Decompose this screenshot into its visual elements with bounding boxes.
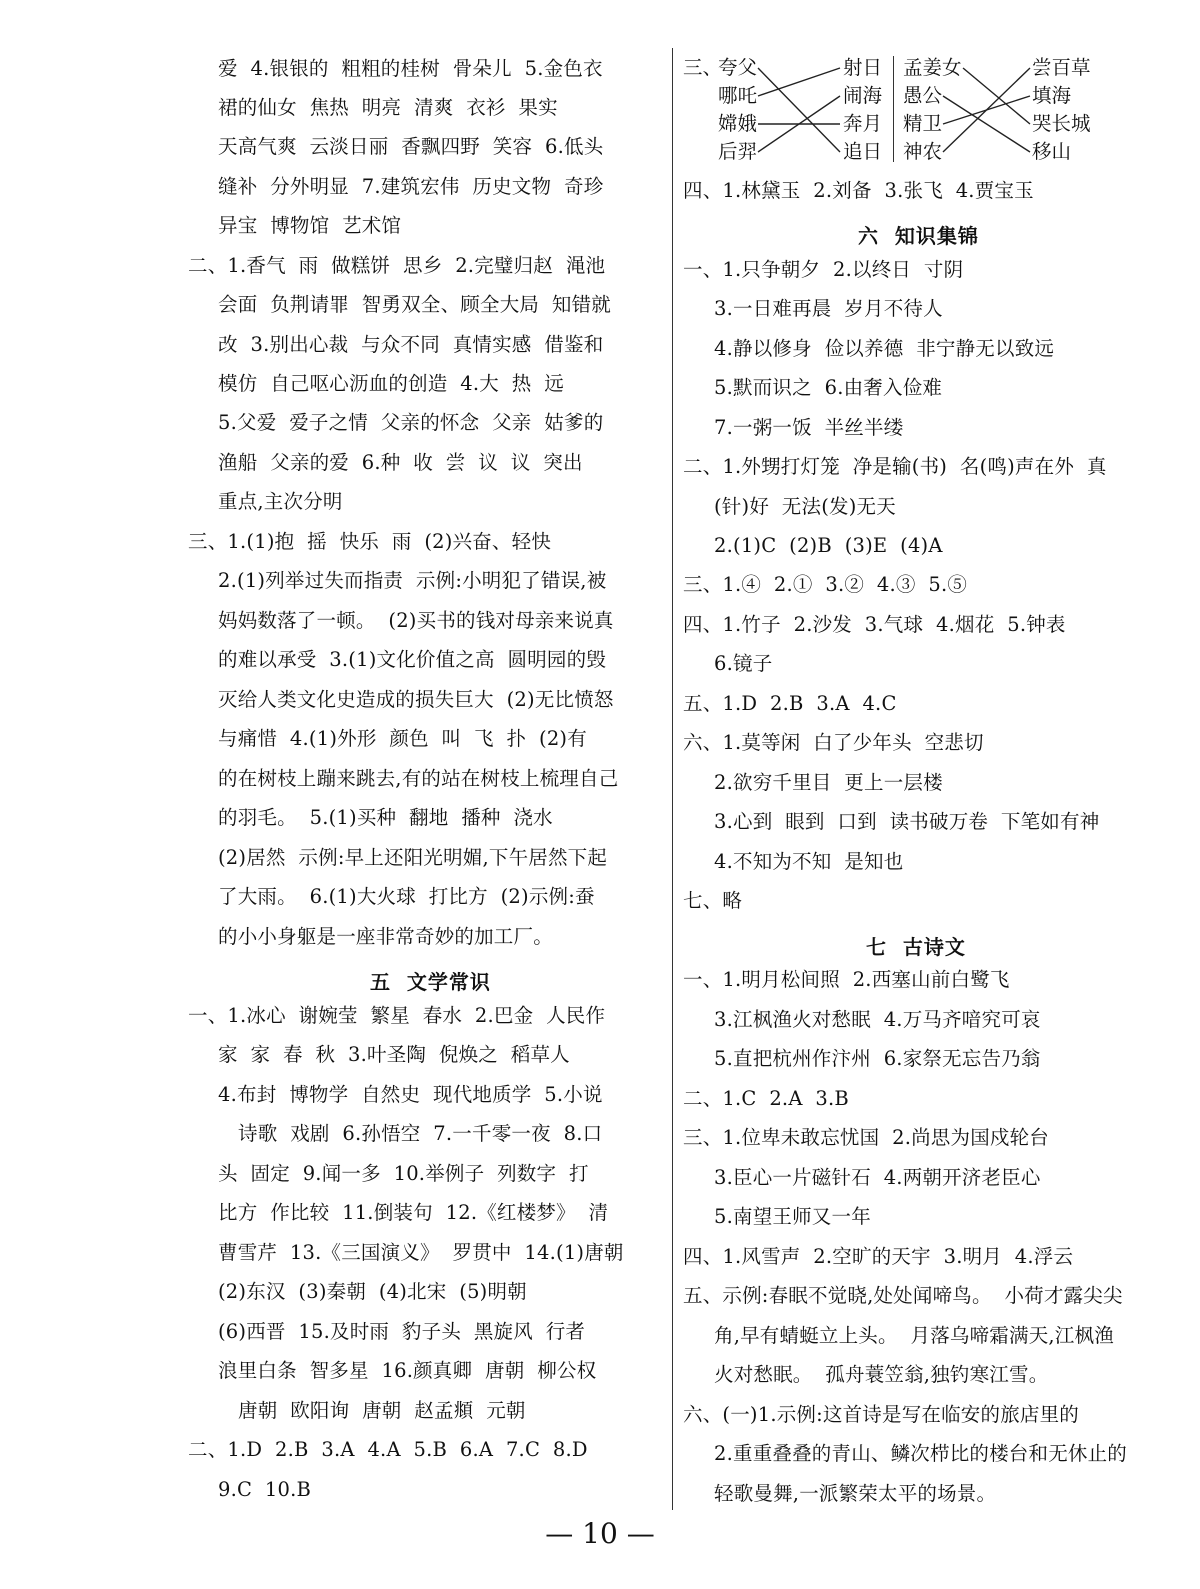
match-item-left: 精卫: [903, 112, 943, 135]
match-item-right: 奔月: [843, 112, 883, 135]
text-line: 缝补 分外明显 7.建筑宏伟 历史文物 奇珍: [218, 175, 604, 198]
text-line: 火对愁眠。 孤舟蓑笠翁,独钓寒江雪。: [714, 1363, 1049, 1386]
text-line: 4.布封 博物学 自然史 现代地质学 5.小说: [218, 1083, 603, 1106]
text-line: 与痛惜 4.(1)外形 颜色 叫 飞 扑 (2)有: [218, 727, 587, 750]
text-line: (针)好 无法(发)无天: [714, 495, 896, 518]
text-line: 轻歌曼舞,一派繁荣太平的场景。: [714, 1482, 997, 1505]
text-line: (2)居然 示例:早上还阳光明媚,下午居然下起: [218, 846, 608, 869]
text-line: 的羽毛。 5.(1)买种 翻地 播种 浇水: [218, 806, 553, 829]
text-line: 4.不知为不知 是知也: [714, 850, 904, 873]
match-item-right: 闹海: [843, 84, 883, 107]
connector-line: [758, 68, 840, 152]
text-line: 9.C 10.B: [218, 1478, 312, 1501]
text-line: 四、1.风雪声 2.空旷的天宇 3.明月 4.浮云: [683, 1245, 1074, 1268]
text-line: 重点,主次分明: [218, 490, 343, 513]
match-item-left: 愚公: [903, 84, 943, 107]
text-line: 6.镜子: [714, 652, 773, 675]
text-line: 5.南望王师又一年: [714, 1205, 871, 1228]
text-line: 3.心到 眼到 口到 读书破万卷 下笔如有神: [714, 810, 1100, 833]
match-item-right: 填海: [1032, 84, 1072, 107]
text-line: 模仿 自己呕心沥血的创造 4.大 热 远: [218, 372, 564, 395]
text-line: 二、1.D 2.B 3.A 4.A 5.B 6.A 7.C 8.D: [188, 1438, 588, 1461]
section-heading: 五 文学常识: [370, 970, 491, 994]
text-line: 二、1.外甥打灯笼 净是输(书) 名(鸣)声在外 真: [683, 455, 1107, 478]
match-item-left: 夸父: [718, 56, 758, 79]
section-heading: 七 古诗文: [866, 935, 966, 959]
match-item-right: 尝百草: [1032, 56, 1091, 79]
text-line: 的难以承受 3.(1)文化价值之高 圆明园的毁: [218, 648, 607, 671]
match-item-right: 哭长城: [1032, 112, 1091, 135]
matching-connectors: [0, 0, 1200, 200]
text-line: 渔船 父亲的爱 6.种 收 尝 议 议 突出: [218, 451, 583, 474]
text-line: 三、1.④ 2.① 3.② 4.③ 5.⑤: [683, 573, 968, 596]
match-item-left: 孟姜女: [903, 56, 962, 79]
text-line: (6)西晋 15.及时雨 豹子头 黑旋风 行者: [218, 1320, 586, 1343]
text-line: 5.默而识之 6.由奢入俭难: [714, 376, 943, 399]
text-line: 唐朝 欧阳询 唐朝 赵孟頫 元朝: [238, 1399, 526, 1422]
text-line: 2.重重叠叠的青山、鳞次栉比的楼台和无休止的: [714, 1442, 1128, 1465]
text-line: 诗歌 戏剧 6.孙悟空 7.一千零一夜 8.口: [238, 1122, 603, 1145]
text-line: 一、1.冰心 谢婉莹 繁星 春水 2.巴金 人民作: [188, 1004, 606, 1027]
text-line: 妈妈数落了一顿。 (2)买书的钱对母亲来说真: [218, 609, 614, 632]
text-line: 5.直把杭州作汴州 6.家祭无忘告乃翁: [714, 1047, 1041, 1070]
text-line: 四、1.竹子 2.沙发 3.气球 4.烟花 5.钟表: [683, 613, 1066, 636]
text-line: 3.臣心一片磁针石 4.两朝开济老臣心: [714, 1166, 1041, 1189]
text-line: 浪里白条 智多星 16.颜真卿 唐朝 柳公权: [218, 1359, 597, 1382]
connector-line: [943, 96, 1030, 152]
match-item-left: 神农: [903, 140, 943, 163]
match-item-left: 后羿: [718, 140, 758, 163]
text-line: 爱 4.银银的 粗粗的桂树 骨朵儿 5.金色衣: [218, 57, 603, 80]
column-divider: [672, 48, 673, 1510]
match-item-right: 移山: [1032, 140, 1072, 163]
text-line: 家 家 春 秋 3.叶圣陶 倪焕之 稻草人: [218, 1043, 570, 1066]
text-line: 5.父爱 爱子之情 父亲的怀念 父亲 姑爹的: [218, 411, 604, 434]
text-line: 角,早有蜻蜓立上头。 月落乌啼霜满天,江枫渔: [714, 1324, 1114, 1347]
text-line: 比方 作比较 11.倒装句 12.《红楼梦》 清: [218, 1201, 609, 1224]
text-line: 一、1.只争朝夕 2.以终日 寸阴: [683, 258, 964, 281]
text-line: 三、1.(1)抱 摇 快乐 雨 (2)兴奋、轻快: [188, 530, 552, 553]
connector-line: [758, 68, 840, 96]
text-line: 灭给人类文化史造成的损失巨大 (2)无比愤怒: [218, 688, 614, 711]
match-item-left: 哪吒: [718, 84, 758, 107]
text-line: 改 3.别出心裁 与众不同 真情实感 借鉴和: [218, 333, 604, 356]
text-line: 一、1.明月松间照 2.西塞山前白鹭飞: [683, 968, 1010, 991]
text-line: 五、示例:春眠不觉晓,处处闻啼鸟。 小荷才露尖尖: [683, 1284, 1123, 1307]
text-line: 3.一日难再晨 岁月不待人: [714, 297, 943, 320]
text-line: 7.一粥一饭 半丝半缕: [714, 416, 904, 439]
text-line: 3.江枫渔火对愁眠 4.万马齐喑究可哀: [714, 1008, 1041, 1031]
text-line: 裙的仙女 焦热 明亮 清爽 衣衫 果实: [218, 96, 558, 119]
connector-line: [943, 68, 1030, 152]
match-item-left: 嫦娥: [718, 112, 758, 135]
text-line: 4.静以修身 俭以养德 非宁静无以致远: [714, 337, 1055, 360]
text-line: 二、1.香气 雨 做糕饼 思乡 2.完璧归赵 渑池: [188, 254, 606, 277]
match-item-right: 射日: [843, 56, 883, 79]
text-line: 2.(1)列举过失而指责 示例:小明犯了错误,被: [218, 569, 607, 592]
text-line: 了大雨。 6.(1)大火球 打比方 (2)示例:蚕: [218, 885, 595, 908]
text-line: 七、略: [683, 889, 743, 912]
matching-label: 三、: [683, 56, 723, 79]
text-line: 六、(一)1.示例:这首诗是写在临安的旅店里的: [683, 1403, 1079, 1426]
text-line: 头 固定 9.闻一多 10.举例子 列数字 打: [218, 1162, 589, 1185]
text-line: 五、1.D 2.B 3.A 4.C: [683, 692, 897, 715]
text-line: 异宝 博物馆 艺术馆: [218, 214, 402, 237]
text-line: 的在树枝上蹦来跳去,有的站在树枝上梳理自己: [218, 767, 619, 790]
text-line: (2)东汉 (3)秦朝 (4)北宋 (5)明朝: [218, 1280, 527, 1303]
page-number: — 10 —: [545, 1517, 655, 1550]
text-line: 2.(1)C (2)B (3)E (4)A: [714, 534, 943, 557]
text-line: 曹雪芹 13.《三国演义》 罗贯中 14.(1)唐朝: [218, 1241, 624, 1264]
match-item-right: 追日: [843, 140, 883, 163]
text-line: 六、1.莫等闲 白了少年头 空悲切: [683, 731, 984, 754]
text-line: 2.欲穷千里目 更上一层楼: [714, 771, 943, 794]
text-line: 会面 负荆请罪 智勇双全、顾全大局 知错就: [218, 293, 611, 316]
text-line: 三、1.位卑未敢忘忧国 2.尚思为国戍轮台: [683, 1126, 1050, 1149]
text-line: 二、1.C 2.A 3.B: [683, 1087, 849, 1110]
text-line: 天高气爽 云淡日丽 香飘四野 笑容 6.低头: [218, 135, 604, 158]
section-heading: 六 知识集锦: [858, 224, 979, 248]
text-line: 的小小身躯是一座非常奇妙的加工厂。: [218, 925, 553, 948]
text-line: 四、1.林黛玉 2.刘备 3.张飞 4.贾宝玉: [683, 179, 1034, 202]
